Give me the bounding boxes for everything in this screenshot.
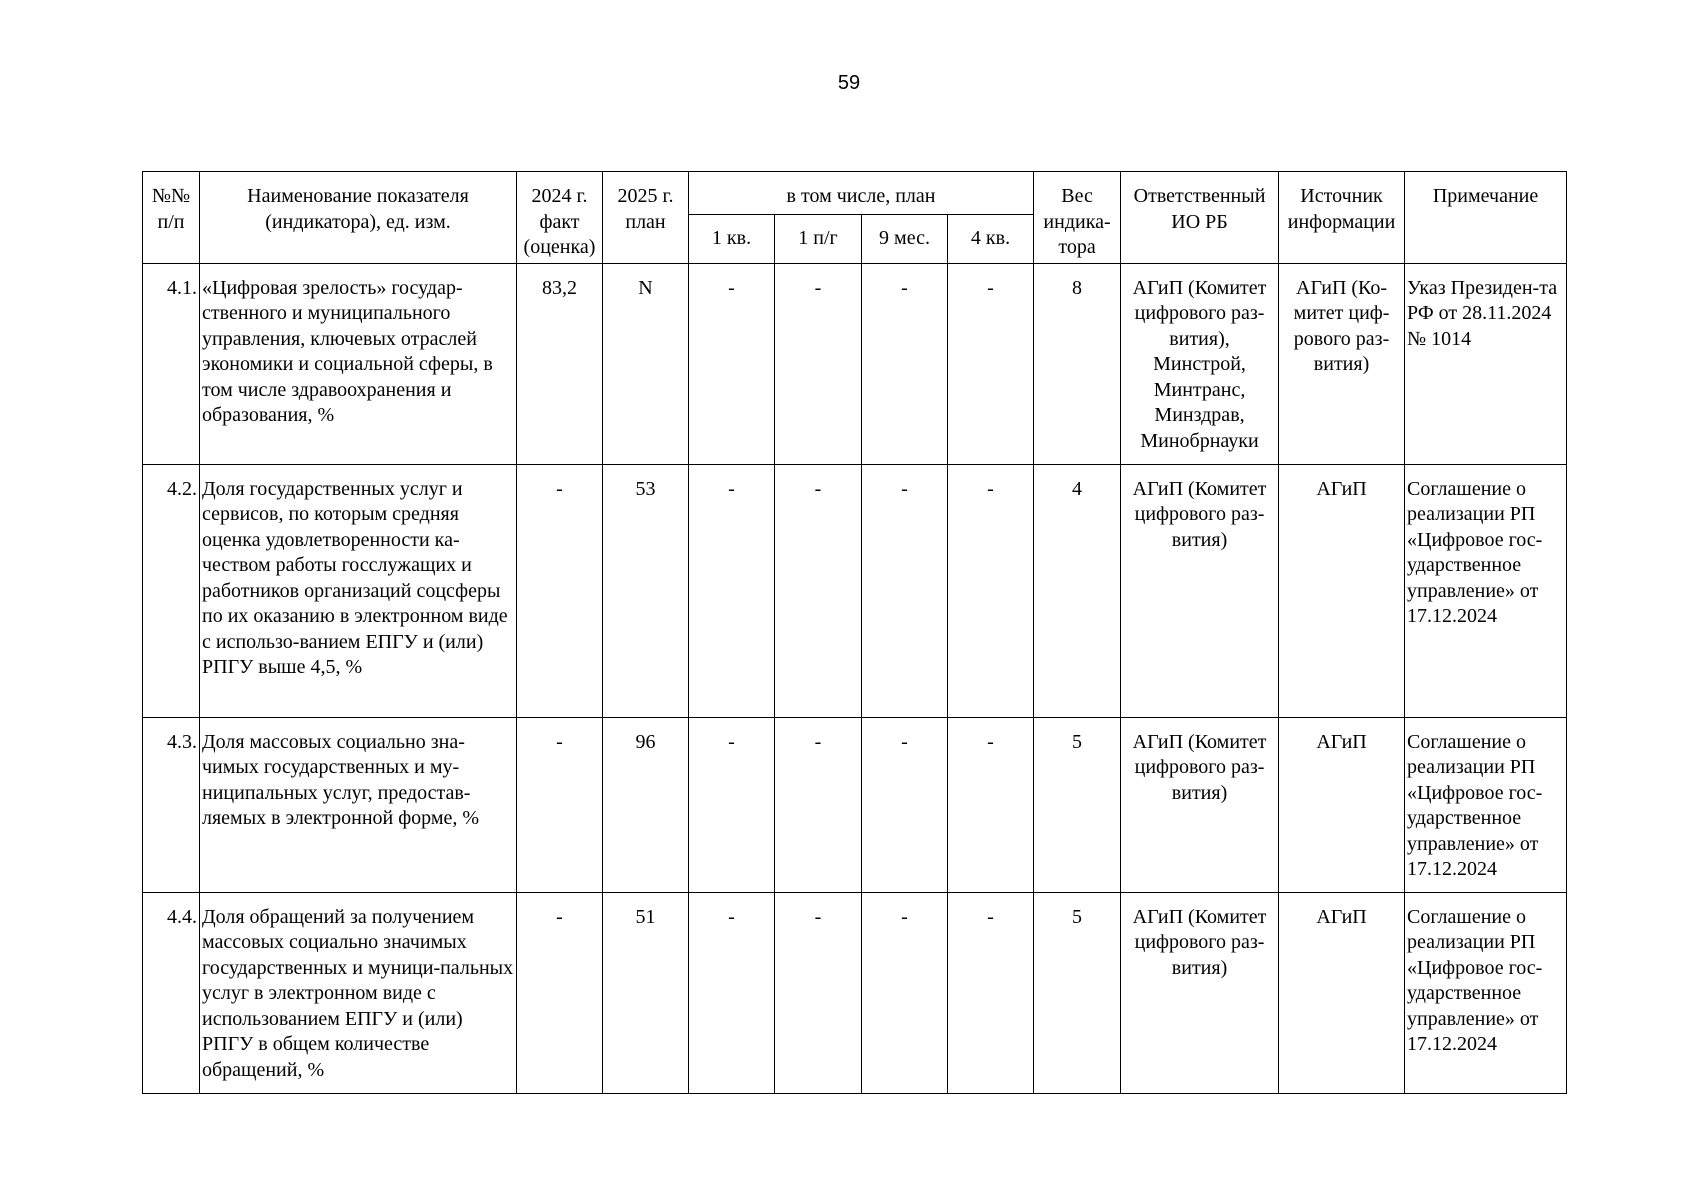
cell-weight: 5	[1034, 717, 1121, 892]
cell-q4: -	[948, 464, 1034, 717]
cell-fact-2024: -	[517, 892, 603, 1093]
header-note: Примечание	[1405, 172, 1567, 264]
cell-responsible: АГиП (Комитет цифрового раз-вития)	[1121, 892, 1279, 1093]
cell-plan-2025: N	[603, 263, 689, 464]
cell-h1: -	[775, 263, 862, 464]
header-9m: 9 мес.	[862, 214, 948, 263]
header-q4: 4 кв.	[948, 214, 1034, 263]
table-row	[143, 717, 1567, 892]
cell-note: Соглашение о реализации РП «Цифровое гос-ударственное управление» от 17.12.2024	[1405, 717, 1567, 892]
cell-name: «Цифровая зрелость» государ-ственного и муниципального управления, ключевых отраслей экономики и социальной сферы, в том числе здравоохранения и образования, %	[200, 263, 517, 464]
cell-source: АГиП	[1279, 464, 1405, 717]
cell-q1: -	[689, 892, 775, 1093]
cell-name: Доля государственных услуг и сервисов, по которым средняя оценка удовлетворенности ка-чеством работы госслужащих и работников организаций соцсферы по их оказанию в электронном виде с использо-ванием ЕПГУ и (или) РПГУ выше 4,5, %	[200, 464, 517, 717]
cell-h1: -	[775, 892, 862, 1093]
table-header-row	[143, 172, 1567, 215]
header-responsible: Ответственный ИО РБ	[1121, 172, 1279, 264]
cell-q1: -	[689, 263, 775, 464]
cell-name: Доля массовых социально зна-чимых государственных и му-ниципальных услуг, предостав-ляемых в электронной форме, %	[200, 717, 517, 892]
cell-num: 4.4.	[143, 892, 200, 1093]
cell-note: Соглашение о реализации РП «Цифровое гос-ударственное управление» от 17.12.2024	[1405, 464, 1567, 717]
cell-plan-2025: 96	[603, 717, 689, 892]
cell-plan-2025: 51	[603, 892, 689, 1093]
cell-responsible: АГиП (Комитет цифрового раз-вития)	[1121, 464, 1279, 717]
cell-fact-2024: 83,2	[517, 263, 603, 464]
header-source: Источник информации	[1279, 172, 1405, 264]
header-name: Наименование показателя (индикатора), ед. изм.	[200, 172, 517, 264]
cell-9m: -	[862, 717, 948, 892]
cell-source: АГиП	[1279, 717, 1405, 892]
table-row	[143, 263, 1567, 464]
cell-num: 4.1.	[143, 263, 200, 464]
header-num: №№ п/п	[143, 172, 200, 264]
cell-source: АГиП (Ко-митет циф-рового раз-вития)	[1279, 263, 1405, 464]
cell-note: Указ Президен-та РФ от 28.11.2024 № 1014	[1405, 263, 1567, 464]
cell-source: АГиП	[1279, 892, 1405, 1093]
header-incl-plan: в том числе, план	[689, 172, 1034, 215]
cell-h1: -	[775, 717, 862, 892]
header-plan-2025: 2025 г. план	[603, 172, 689, 264]
cell-q4: -	[948, 717, 1034, 892]
cell-name: Доля обращений за получением массовых социально значимых государственных и муници-пальных услуг в электронном виде с использованием ЕПГУ и (или) РПГУ в общем количестве обращений, %	[200, 892, 517, 1093]
cell-q4: -	[948, 892, 1034, 1093]
cell-q1: -	[689, 464, 775, 717]
cell-h1: -	[775, 464, 862, 717]
cell-note: Соглашение о реализации РП «Цифровое гос-ударственное управление» от 17.12.2024	[1405, 892, 1567, 1093]
cell-num: 4.3.	[143, 717, 200, 892]
header-weight: Вес индика-тора	[1034, 172, 1121, 264]
header-fact-2024: 2024 г. факт (оценка)	[517, 172, 603, 264]
cell-fact-2024: -	[517, 717, 603, 892]
header-h1: 1 п/г	[775, 214, 862, 263]
cell-q4: -	[948, 263, 1034, 464]
page-number: 59	[837, 72, 861, 94]
indicators-table	[142, 171, 1567, 1094]
cell-q1: -	[689, 717, 775, 892]
table-row	[143, 892, 1567, 1093]
cell-weight: 4	[1034, 464, 1121, 717]
header-q1: 1 кв.	[689, 214, 775, 263]
cell-weight: 5	[1034, 892, 1121, 1093]
cell-fact-2024: -	[517, 464, 603, 717]
table-row	[143, 464, 1567, 717]
cell-responsible: АГиП (Комитет цифрового раз-вития), Минстрой, Минтранс, Минздрав, Минобрнауки	[1121, 263, 1279, 464]
cell-num: 4.2.	[143, 464, 200, 717]
cell-9m: -	[862, 464, 948, 717]
cell-weight: 8	[1034, 263, 1121, 464]
cell-responsible: АГиП (Комитет цифрового раз-вития)	[1121, 717, 1279, 892]
cell-9m: -	[862, 263, 948, 464]
cell-9m: -	[862, 892, 948, 1093]
cell-plan-2025: 53	[603, 464, 689, 717]
